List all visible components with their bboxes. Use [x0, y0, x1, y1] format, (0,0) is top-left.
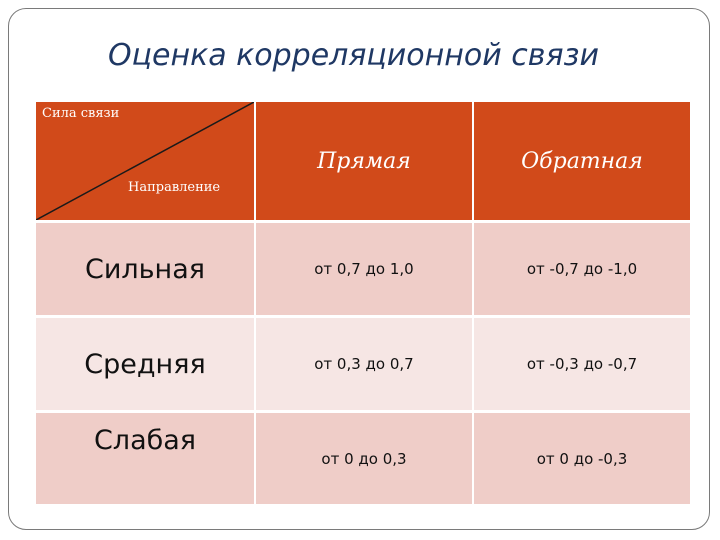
strong-direct-value: от 0,7 до 1,0 [314, 260, 414, 278]
table-cell [474, 223, 690, 315]
slide-title: Оценка корреляционной связи [108, 38, 599, 73]
corner-label-strength: Сила связи [42, 106, 120, 121]
table-cell [256, 223, 472, 315]
header-inverse [474, 102, 690, 220]
strong-inverse-value: от -0,7 до -1,0 [526, 260, 638, 278]
corner-header-cell [36, 102, 254, 220]
table-cell [474, 318, 690, 410]
table-row [36, 318, 254, 410]
table-cell [256, 318, 472, 410]
weak-inverse-value: от 0 до -0,3 [536, 449, 628, 468]
corner-label-direction: Направление [128, 180, 221, 195]
row-label-strong: Сильная [84, 253, 205, 285]
table-row [36, 223, 254, 315]
header-direct [256, 102, 472, 220]
row-label-weak: Слабая [93, 425, 197, 456]
header-inverse-label: Обратная [521, 148, 643, 174]
correlation-table [36, 102, 690, 504]
table-cell [474, 413, 690, 504]
table-cell [256, 413, 472, 504]
header-direct-label: Прямая [317, 148, 411, 174]
row-label-medium: Средняя [84, 348, 206, 380]
medium-inverse-value: от -0,3 до -0,7 [526, 355, 638, 373]
table-row [36, 413, 254, 504]
medium-direct-value: от 0,3 до 0,7 [314, 355, 414, 373]
weak-direct-value: от 0 до 0,3 [321, 449, 407, 468]
